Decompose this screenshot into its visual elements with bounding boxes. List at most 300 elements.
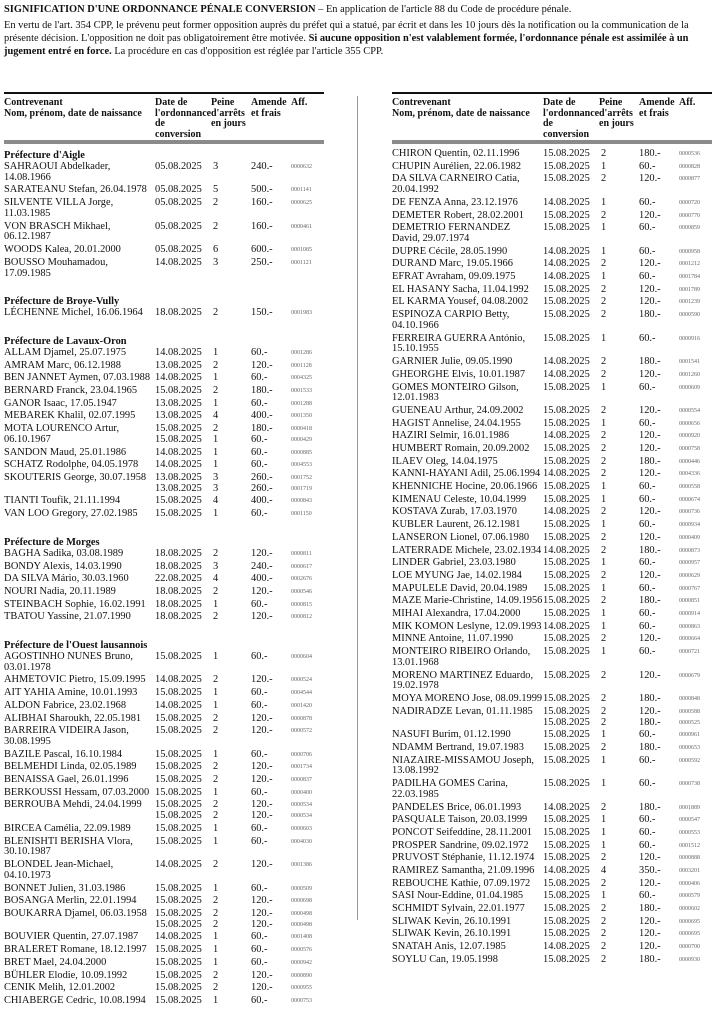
case-number-cell <box>291 574 324 585</box>
case-number-cell <box>291 996 324 1007</box>
conversion-date: 14.08.2025 <box>543 941 590 953</box>
arrest-days-cell <box>211 996 251 1007</box>
arrest-days: 1 <box>601 417 607 429</box>
case-number: 0001288 <box>291 400 312 407</box>
conversion-date: 14.08.2025 <box>155 446 202 458</box>
offender-name: BONDY Alexis, 14.03.1990 <box>4 560 122 572</box>
fine-amount-cell <box>639 507 679 518</box>
offender-name: PONCOT Seifeddine, 28.11.2001 <box>392 826 532 838</box>
arrest-days: 2 <box>601 928 607 940</box>
case-number-cell <box>679 211 712 222</box>
table-body <box>392 144 712 967</box>
arrest-days-cell <box>211 348 251 359</box>
offender-name: WOODS Kalea, 20.01.2000 <box>4 244 121 256</box>
case-number-cell <box>679 507 712 518</box>
conversion-date: 14.08.2025 <box>155 256 202 268</box>
fine-amount-cell <box>639 955 679 966</box>
offender-name: BEN JANNET Aymen, 07.03.1988 <box>4 372 151 384</box>
arrest-days: 1 <box>213 459 219 471</box>
conversion-date-cell <box>543 558 599 569</box>
conversion-date: 15.08.2025 <box>155 687 202 699</box>
case-number-cell <box>291 600 324 611</box>
header-name: Contrevenant Nom, prénom, date de naissance <box>4 97 142 119</box>
table-row <box>4 726 324 749</box>
conversion-date-cell <box>155 726 211 748</box>
fine-amount-cell <box>639 853 679 864</box>
fine-amount-cell <box>639 223 679 245</box>
fine-amount: 120.- <box>639 506 661 518</box>
conversion-date-cell <box>155 386 211 397</box>
arrest-days-cell <box>599 457 639 468</box>
arrest-days-cell <box>599 383 639 405</box>
case-number-cell <box>679 174 712 196</box>
offender-name: BOUSSO Mouhamadou, 17.09.1985 <box>4 256 108 279</box>
fine-amount: 60.- <box>639 332 656 344</box>
arrest-days: 2 <box>601 468 607 480</box>
header-date: Date de l'ordonnance de conversion <box>543 97 600 140</box>
fine-amount-cell <box>251 762 291 773</box>
offender-name: VON BRASCH Mikhael, 06.12.1987 <box>4 220 111 243</box>
fine-amount: 180.- <box>639 148 661 159</box>
fine-amount-cell <box>639 904 679 915</box>
arrest-days-cell <box>211 549 251 560</box>
conversion-date-cell <box>543 259 599 270</box>
conversion-date-cell <box>155 549 211 560</box>
table-row <box>4 837 324 860</box>
conversion-date: 15.08.2025 <box>155 835 202 847</box>
case-number-cell <box>679 444 712 455</box>
conversion-date: 18.08.2025 <box>155 547 202 559</box>
case-number-cell <box>679 546 712 557</box>
fine-amount: 60.- <box>639 778 656 790</box>
table-row <box>4 549 324 562</box>
conversion-date: 05.08.2025 <box>155 161 202 172</box>
arrest-days-cell <box>211 837 251 859</box>
offender-name: ESPINOZA CARPIO Betty, 04.10.1966 <box>392 309 510 331</box>
arrest-days: 1 <box>601 519 607 531</box>
arrest-days: 1 <box>213 835 219 847</box>
arrest-days: 2 <box>601 801 607 813</box>
arrest-days: 2 <box>213 725 219 737</box>
arrest-days: 2 <box>213 547 219 559</box>
conversion-date-cell <box>543 211 599 222</box>
conversion-date-cell <box>155 373 211 384</box>
offender-name: AMRAM Marc, 06.12.1988 <box>4 359 121 371</box>
fine-amount-cell <box>639 482 679 493</box>
fine-amount-cell <box>639 622 679 633</box>
case-number: 0000418 <box>291 426 312 433</box>
arrest-days: 2 <box>213 774 219 786</box>
case-number: 0000851 <box>679 598 700 605</box>
conversion-date-cell <box>543 866 599 877</box>
offender-name: SARATEANU Stefan, 26.04.1978 <box>4 184 147 196</box>
offender-name: CHUPIN Aurélien, 22.06.1982 <box>392 160 522 172</box>
arrest-days-cell <box>599 520 639 531</box>
fine-amount: 60.- <box>251 931 268 943</box>
arrest-days-cell <box>599 841 639 852</box>
table-row <box>392 730 712 743</box>
conversion-date: 15.08.2025 <box>543 595 590 607</box>
conversion-date: 14.08.2025 <box>543 368 590 380</box>
fine-amount-cell <box>251 958 291 969</box>
conversion-date: 15.08.2025 <box>543 160 590 172</box>
conversion-date: 14.08.2025 <box>543 356 590 368</box>
conversion-date-cell <box>155 714 211 725</box>
arrest-days: 1 <box>601 620 607 632</box>
conversion-date: 14.08.2025 <box>543 468 590 480</box>
conversion-date-cell <box>543 533 599 544</box>
offender-name: SCHATZ Rodolphe, 04.05.1978 <box>4 459 139 471</box>
conversion-date-cell <box>155 348 211 359</box>
conversion-date: 13.08.2025 <box>155 482 202 494</box>
fine-amount: 120.- <box>251 359 273 371</box>
fine-amount: 180.- <box>251 385 273 397</box>
fine-amount: 250.- <box>251 256 273 268</box>
conversion-date: 15.08.2025 <box>543 148 590 159</box>
arrest-days-cell <box>211 411 251 422</box>
case-number-cell <box>679 634 712 645</box>
fine-amount-cell <box>251 701 291 712</box>
fine-amount: 60.- <box>251 944 268 956</box>
offender-name: BERNARD Franck, 23.04.1965 <box>4 385 138 397</box>
fine-amount: 180.- <box>639 903 661 915</box>
arrest-days: 2 <box>601 741 607 753</box>
conversion-date: 15.08.2025 <box>543 814 590 826</box>
case-number: 0001121 <box>291 259 312 266</box>
table-row <box>392 904 712 917</box>
offender-name: SASI Nour-Eddine, 01.04.1985 <box>392 890 524 902</box>
case-number: 0000588 <box>679 708 700 715</box>
conversion-date-cell <box>543 357 599 368</box>
case-number: 0000955 <box>291 985 312 992</box>
conversion-date-cell <box>543 904 599 915</box>
arrest-days-cell <box>211 600 251 611</box>
case-number-cell <box>679 457 712 468</box>
arrest-days: 2 <box>601 544 607 556</box>
table-row <box>4 945 324 958</box>
offender-name: AHMETOVIC Pietro, 15.09.1995 <box>4 674 146 686</box>
fine-amount-cell <box>251 971 291 982</box>
fine-amount-cell <box>639 571 679 582</box>
fine-amount: 60.- <box>251 822 268 834</box>
case-number: 0000554 <box>679 407 700 414</box>
arrest-days-cell <box>211 945 251 956</box>
notice-text-end: La procédure en cas d'opposition est réglée par l'article 355 CPP. <box>111 46 384 57</box>
arrest-days: 2 <box>601 296 607 308</box>
conversion-date-cell <box>543 285 599 296</box>
conversion-date-cell <box>155 411 211 422</box>
fine-amount: 60.- <box>251 433 268 445</box>
case-number-cell <box>291 587 324 598</box>
conversion-date-cell <box>543 634 599 645</box>
arrest-days-cell <box>599 730 639 741</box>
arrest-days-cell <box>211 750 251 761</box>
arrest-days: 2 <box>601 693 607 705</box>
offender-name: ALDON Fabrice, 23.02.1968 <box>4 699 127 711</box>
offender-name: TIANTI Toufik, 21.11.1994 <box>4 495 121 507</box>
case-number-cell <box>679 622 712 633</box>
case-number: 0001512 <box>679 842 700 849</box>
left-column-table <box>4 92 324 1009</box>
offender-name: GARNIER Julie, 09.05.1990 <box>392 356 513 368</box>
case-number: 0000429 <box>291 436 312 443</box>
conversion-date-cell <box>543 546 599 557</box>
arrest-days-cell <box>211 185 251 196</box>
header-fine: Amende et frais <box>639 97 675 119</box>
offender-name: BARREIRA VIDEIRA Jason, 30.08.1995 <box>4 725 129 747</box>
fine-amount: 120.- <box>251 761 273 773</box>
arrest-days: 1 <box>213 748 219 760</box>
conversion-date-cell <box>543 955 599 966</box>
arrest-days-cell <box>211 896 251 907</box>
conversion-date-cell <box>155 945 211 956</box>
case-number: 0000664 <box>679 636 700 643</box>
fine-amount-cell <box>639 917 679 928</box>
conversion-date-cell <box>543 828 599 839</box>
case-number: 0000695 <box>679 931 700 938</box>
conversion-date: 15.08.2025 <box>543 404 590 416</box>
case-number-cell <box>679 482 712 493</box>
arrest-days-cell <box>599 370 639 381</box>
case-number: 0001150 <box>291 511 312 518</box>
fine-amount-cell <box>251 460 291 471</box>
case-number: 0000815 <box>291 601 312 608</box>
table-row <box>392 272 712 285</box>
offender-name: SANDON Maud, 25.01.1986 <box>4 446 127 458</box>
fine-amount: 120.- <box>639 368 661 380</box>
case-number-cell <box>679 929 712 940</box>
fine-amount-cell <box>251 258 291 280</box>
conversion-date-cell <box>155 932 211 943</box>
section-heading: Préfecture d'Aigle <box>4 150 85 161</box>
conversion-date: 15.08.2025 <box>155 761 202 773</box>
fine-amount: 60.- <box>639 493 656 505</box>
fine-amount: 60.- <box>251 459 268 471</box>
offender-name: BERROUBA Mehdi, 24.04.1999 <box>4 799 142 811</box>
conversion-date-cell <box>543 671 599 693</box>
case-number-cell <box>291 932 324 943</box>
table-row <box>392 828 712 841</box>
offender-name: KUBLER Laurent, 26.12.1981 <box>392 519 521 531</box>
offender-name: HAZIRI Selmir, 16.01.1986 <box>392 430 510 442</box>
fine-amount: 60.- <box>251 835 268 847</box>
case-number-cell <box>679 955 712 966</box>
conversion-date-cell <box>543 334 599 356</box>
arrest-days: 2 <box>601 877 607 889</box>
conversion-date-cell <box>543 609 599 620</box>
arrest-days: 1 <box>601 271 607 283</box>
fine-amount-cell <box>639 370 679 381</box>
table-row <box>4 824 324 837</box>
arrest-days-cell <box>211 460 251 471</box>
fine-amount: 60.- <box>251 994 268 1006</box>
case-number: 0000930 <box>679 956 700 963</box>
fine-amount-cell <box>639 609 679 620</box>
arrest-days-cell <box>599 917 639 928</box>
conversion-date: 15.08.2025 <box>543 877 590 889</box>
header-aff: Aff. <box>291 97 308 108</box>
conversion-date: 15.08.2025 <box>155 748 202 760</box>
section-heading: Préfecture de l'Ouest lausannois <box>4 639 148 651</box>
arrest-days-cell <box>211 496 251 507</box>
fine-amount: 260.- <box>251 482 273 494</box>
offender-name: MEBAREK Khalil, 02.07.1995 <box>4 410 136 422</box>
offender-name: BIRCEA Camélia, 22.09.1989 <box>4 822 131 834</box>
conversion-date: 14.08.2025 <box>155 931 202 943</box>
case-number-cell <box>291 424 324 446</box>
arrest-days: 2 <box>601 915 607 927</box>
arrest-days: 3 <box>213 256 219 268</box>
arrest-days: 1 <box>601 778 607 790</box>
fine-amount: 120.- <box>639 258 661 270</box>
fine-amount-cell <box>639 743 679 754</box>
notice-title: SIGNIFICATION D'UNE ORDONNANCE PÉNALE CONVERSION <box>4 4 316 15</box>
case-number-cell <box>679 495 712 506</box>
arrest-days: 2 <box>601 716 607 728</box>
arrest-days-cell <box>599 671 639 693</box>
offender-name: BELMEHDI Linda, 02.05.1989 <box>4 761 137 773</box>
offender-name: VAN LOO Gregory, 27.02.1985 <box>4 508 138 520</box>
case-number-cell <box>291 308 324 319</box>
fine-amount-cell <box>639 584 679 595</box>
case-number: 0000590 <box>679 312 700 319</box>
case-number-cell <box>291 958 324 969</box>
conversion-date: 15.08.2025 <box>543 455 590 467</box>
arrest-days-cell <box>599 469 639 480</box>
case-number: 0001533 <box>291 388 312 395</box>
case-number: 0000863 <box>679 623 700 630</box>
case-number-cell <box>679 815 712 826</box>
conversion-date-cell <box>155 837 211 859</box>
table-row <box>4 909 324 932</box>
case-number-cell <box>291 496 324 507</box>
conversion-date: 15.08.2025 <box>155 423 202 435</box>
fine-amount: 120.- <box>251 774 273 786</box>
fine-amount: 60.- <box>251 598 268 610</box>
fine-amount-cell <box>639 694 679 705</box>
arrest-days-cell <box>599 285 639 296</box>
arrest-days: 1 <box>601 826 607 838</box>
case-number: 0000525 <box>679 719 700 726</box>
table-row <box>4 574 324 587</box>
case-number-cell <box>679 917 712 928</box>
offender-name: MIK KOMON Leslyne, 12.09.1993 <box>392 620 542 632</box>
fine-amount: 60.- <box>639 557 656 569</box>
case-number-cell <box>679 707 712 729</box>
case-number: 0000534 <box>291 802 312 809</box>
offender-name: NIAZAIRE-MISSAMOU Joseph, 13.08.1992 <box>392 754 535 777</box>
fine-amount: 120.- <box>251 969 273 981</box>
offender-name: BENAISSA Gael, 26.01.1996 <box>4 774 129 786</box>
fine-amount-cell <box>251 424 291 446</box>
case-number: 0004544 <box>291 690 312 697</box>
offender-name: NASUFI Burim, 01.12.1990 <box>392 729 511 741</box>
notice-title-line <box>4 3 710 16</box>
arrest-days-cell <box>211 884 251 895</box>
conversion-date: 18.08.2025 <box>155 307 202 319</box>
fine-amount: 60.- <box>639 519 656 531</box>
notice-title-suffix: – En application de l'article 88 du Code de procédure pénale. <box>315 4 572 15</box>
arrest-days-cell <box>599 828 639 839</box>
case-number: 0000848 <box>679 696 700 703</box>
conversion-date: 15.08.2025 <box>155 810 202 822</box>
conversion-date-cell <box>155 399 211 410</box>
table-row <box>4 932 324 945</box>
fine-amount-cell <box>639 671 679 693</box>
conversion-date: 18.08.2025 <box>155 598 202 610</box>
offender-name: BOUKARRA Djamel, 06.03.1958 <box>4 907 147 919</box>
arrest-days-cell <box>599 162 639 173</box>
arrest-days: 2 <box>601 852 607 864</box>
conversion-date: 15.08.2025 <box>543 741 590 753</box>
table-row <box>392 779 712 802</box>
fine-amount: 60.- <box>639 417 656 429</box>
table-row <box>4 162 324 185</box>
fine-amount: 120.- <box>251 611 273 623</box>
conversion-date-cell <box>543 803 599 814</box>
case-number: 0001752 <box>291 474 312 481</box>
case-number-cell <box>291 509 324 520</box>
arrest-days-cell <box>599 904 639 915</box>
arrest-days-cell <box>211 258 251 280</box>
fine-amount: 60.- <box>639 646 656 658</box>
case-number: 0000524 <box>291 677 312 684</box>
arrest-days: 2 <box>601 903 607 915</box>
fine-amount-cell <box>639 149 679 160</box>
arrest-days: 1 <box>601 381 607 393</box>
table-row <box>392 444 712 457</box>
arrest-days: 1 <box>601 646 607 658</box>
table-row <box>4 958 324 971</box>
conversion-date: 15.08.2025 <box>155 385 202 397</box>
conversion-date: 15.08.2025 <box>543 209 590 221</box>
arrest-days-cell <box>599 198 639 209</box>
fine-amount-cell <box>639 546 679 557</box>
arrest-days-cell <box>599 495 639 506</box>
case-number-cell <box>679 866 712 877</box>
table-row <box>4 996 324 1009</box>
conversion-date-cell <box>155 509 211 520</box>
offender-name: GANOR Isaac, 17.05.1947 <box>4 397 117 409</box>
conversion-date: 22.08.2025 <box>155 573 202 585</box>
fine-amount: 60.- <box>251 956 268 968</box>
arrest-days: 2 <box>601 669 607 681</box>
fine-amount: 60.- <box>251 882 268 894</box>
fine-amount-cell <box>639 707 679 729</box>
case-number-cell <box>291 361 324 372</box>
case-number-cell <box>679 596 712 607</box>
fine-amount-cell <box>251 837 291 859</box>
case-number-cell <box>679 431 712 442</box>
fine-amount: 120.- <box>639 633 661 645</box>
arrest-days: 1 <box>213 994 219 1006</box>
conversion-date: 15.08.2025 <box>543 953 590 965</box>
case-number: 0000625 <box>291 200 312 207</box>
offender-name: BAZILE Pascal, 16.10.1984 <box>4 748 123 760</box>
fine-amount: 120.- <box>639 173 661 185</box>
table-row <box>392 310 712 333</box>
fine-amount: 60.- <box>639 620 656 632</box>
fine-amount: 240.- <box>251 560 273 572</box>
case-number: 0000770 <box>679 212 700 219</box>
fine-amount-cell <box>639 647 679 669</box>
case-number-cell <box>291 714 324 725</box>
table-row <box>392 707 712 730</box>
arrest-days: 2 <box>601 455 607 467</box>
conversion-date: 14.08.2025 <box>543 801 590 813</box>
case-number-cell <box>291 971 324 982</box>
case-number: 0000534 <box>291 813 312 820</box>
